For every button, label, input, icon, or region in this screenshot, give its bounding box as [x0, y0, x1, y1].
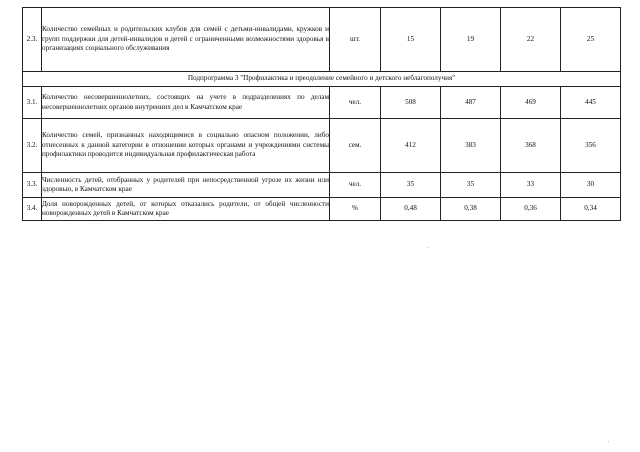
value-cell: 0,48 [381, 198, 441, 221]
value-cell: 0,38 [441, 198, 501, 221]
value-cell: 35 [441, 173, 501, 198]
indicator-description: Количество семейных и родительских клубов для семей с детьми-инвалидами, кружков и групп поддержки для детей-инвалидов и детей с ограниченными возможностями здоровья в организациях социального обслуживания [42, 8, 330, 72]
value-cell: 487 [441, 87, 501, 119]
value-cell: 469 [501, 87, 561, 119]
indicator-description: Количество семей, признанных находящимися в социально опасном положении, либо отнесенных к данной категории в отношении которых органами и учреждениями системы профилактики проводится индивидуальная профилактическая работа [42, 119, 330, 173]
section-header-row [23, 72, 621, 87]
table-row-3-2 [23, 119, 621, 173]
unit-cell: % [330, 198, 381, 221]
subprogram-3-heading: Подпрограмма 3 "Профилактика и преодоление семейного и детского неблагополучия" [23, 72, 621, 87]
unit-cell: сем. [330, 119, 381, 173]
row-number: 3.1. [23, 87, 42, 119]
scan-speck [428, 247, 429, 248]
table-row-3-3 [23, 173, 621, 198]
value-cell: 15 [381, 8, 441, 72]
indicator-description: Количество несовершеннолетних, состоящих на учете в подразделениях по делам несовершеннолетних органов внутренних дел в Камчатском крае [42, 87, 330, 119]
scan-speck [608, 441, 609, 442]
row-number: 3.2. [23, 119, 42, 173]
unit-cell: чел. [330, 173, 381, 198]
row-number: 2.3. [23, 8, 42, 72]
value-cell: 30 [561, 173, 621, 198]
table-row-2-3 [23, 8, 621, 72]
value-cell: 19 [441, 8, 501, 72]
table-row-3-4 [23, 198, 621, 221]
indicator-description: Доля новорожденных детей, от которых отказались родители, от общей численности новорожденных детей в Камчатском крае [42, 198, 330, 221]
value-cell: 22 [501, 8, 561, 72]
row-number: 3.3. [23, 173, 42, 198]
unit-cell: шт. [330, 8, 381, 72]
table-row-3-1 [23, 87, 621, 119]
value-cell: 445 [561, 87, 621, 119]
value-cell: 356 [561, 119, 621, 173]
value-cell: 33 [501, 173, 561, 198]
value-cell: 368 [501, 119, 561, 173]
row-number: 3.4. [23, 198, 42, 221]
value-cell: 412 [381, 119, 441, 173]
value-cell: 383 [441, 119, 501, 173]
indicator-description: Численность детей, отобранных у родителей при непосредственной угрозе их жизни или здоровью, в Камчатском крае [42, 173, 330, 198]
value-cell: 0,36 [501, 198, 561, 221]
value-cell: 25 [561, 8, 621, 72]
value-cell: 0,34 [561, 198, 621, 221]
value-cell: 35 [381, 173, 441, 198]
indicators-table [22, 7, 621, 221]
unit-cell: чел. [330, 87, 381, 119]
value-cell: 508 [381, 87, 441, 119]
